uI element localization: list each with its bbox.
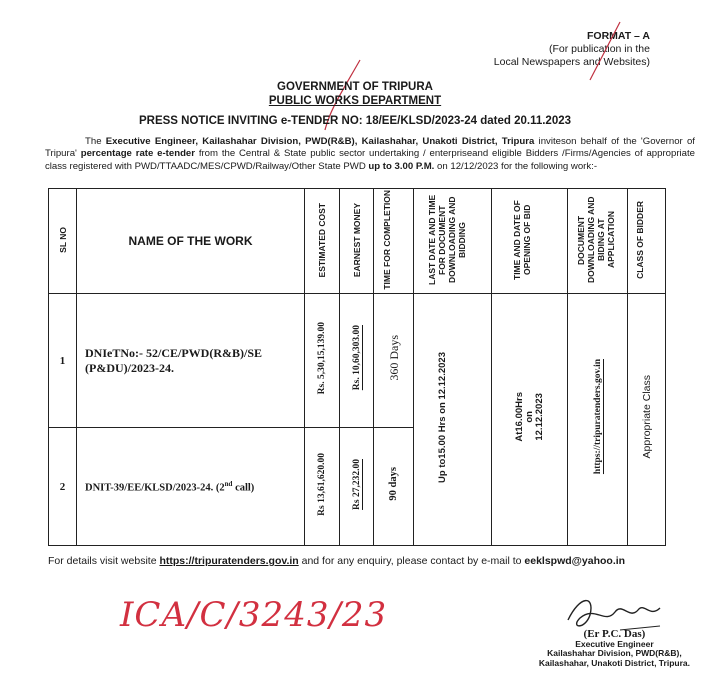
header-name: NAME OF THE WORK bbox=[77, 189, 305, 294]
intro-text-1: The bbox=[85, 136, 106, 147]
row1-cost-text: Rs. 5,30,15,139.00 bbox=[317, 321, 327, 395]
govt-heading bbox=[0, 80, 710, 108]
header-slno bbox=[49, 189, 77, 294]
format-line-2: Local Newspapers and Websites) bbox=[493, 56, 650, 68]
intro-bold-2: percentage rate e-tender bbox=[80, 148, 195, 160]
footer-text-1: For details visit website bbox=[48, 555, 160, 567]
row1-time-text: 360 Days bbox=[386, 335, 401, 381]
header-time bbox=[374, 189, 414, 294]
format-line-1: (For publication in the bbox=[549, 43, 650, 55]
govt-title: GOVERNMENT OF TRIPURA bbox=[277, 81, 433, 93]
footer-line bbox=[48, 555, 625, 567]
table-header-row bbox=[49, 189, 666, 294]
row2-earnest bbox=[340, 428, 374, 546]
signature-path bbox=[568, 601, 660, 626]
row1-sl: 1 bbox=[49, 294, 77, 428]
signatory-title: Executive Engineer bbox=[575, 638, 654, 649]
dept-title: PUBLIC WORKS DEPARTMENT bbox=[268, 95, 442, 107]
header-time-text: TIME FOR COMPLETION bbox=[381, 190, 392, 290]
footer-email[interactable]: eeklspwd@yahoo.in bbox=[524, 555, 626, 567]
tender-table bbox=[48, 188, 666, 546]
handwritten-reference: ICA/C/3243/23 bbox=[120, 595, 388, 635]
header-earnest bbox=[340, 189, 374, 294]
row2-name-main: DNIT-39/EE/KLSD/2023-24. (2 bbox=[85, 482, 225, 494]
opening-line-3: 12.12.2023 bbox=[533, 393, 545, 441]
merged-opening-text bbox=[515, 392, 545, 442]
opening-line-1: At16.00Hrs bbox=[513, 392, 525, 442]
merged-opening bbox=[492, 294, 568, 546]
row2-name-tail: call) bbox=[232, 482, 255, 494]
row1-name-text: DNIeTNo:- 52/CE/PWD(R&B)/SE (P&DU)/2023-24. bbox=[85, 345, 262, 375]
signatory-line-2: Kailashahar, Unakoti District, Tripura. bbox=[538, 657, 690, 668]
row1-earnest bbox=[340, 294, 374, 428]
row2-cost bbox=[305, 428, 340, 546]
signatory-name: (Er P.C. Das) bbox=[583, 628, 646, 640]
intro-text-3: from the Central & State public sector undertaking / enterpriseand eligible Bidders /Firms/Agencies of appropriate class registered with PWD/TTAADC/MES/CPWD/Railway/Other State PWD bbox=[45, 148, 696, 172]
merged-class bbox=[628, 294, 666, 546]
row2-cost-text: Rs 13,61,620.00 bbox=[317, 452, 327, 516]
header-slno-text: SL NO bbox=[57, 227, 68, 253]
row2-name-sup: nd bbox=[224, 479, 233, 488]
pen-stroke-top-right bbox=[590, 22, 620, 80]
row2-name bbox=[77, 428, 305, 546]
header-cost-text: ESTIMATED COST bbox=[317, 202, 327, 278]
row1-name bbox=[77, 294, 305, 428]
header-opening bbox=[492, 189, 568, 294]
merged-last-date-text: Up to15.00 Hrs on 12.12.2023 bbox=[436, 351, 448, 483]
intro-bold-3: up to 3.00 P.M. bbox=[368, 160, 435, 172]
press-notice-title: PRESS NOTICE INVITING e-TENDER NO: 18/EE/KLSD/2023-24 dated 20.11.2023 bbox=[138, 115, 572, 127]
header-cost bbox=[305, 189, 340, 294]
row2-time bbox=[374, 428, 414, 546]
header-class bbox=[628, 189, 666, 294]
footer-text-2: and for any enquiry, please contact by e-mail to bbox=[298, 555, 525, 567]
header-class-text: CLASS OF BIDDER bbox=[634, 201, 645, 279]
merged-document bbox=[568, 294, 628, 546]
opening-line-2: on bbox=[523, 411, 535, 423]
merged-last-date bbox=[414, 294, 492, 546]
row1-cost bbox=[305, 294, 340, 428]
header-document bbox=[568, 189, 628, 294]
intro-bold-1: Executive Engineer, Kailashahar Division, PWD(R&B), Kailashahar, Unakoti District, Tripura bbox=[105, 136, 535, 147]
intro-text-2: inviteson behalf of the 'Governor of Tripura' bbox=[45, 136, 695, 160]
table-row bbox=[49, 294, 666, 428]
signatory-line-1: Kailashahar Division, PWD(R&B), bbox=[547, 648, 682, 658]
row1-earnest-text: Rs. 10,60,303.00 bbox=[351, 325, 362, 391]
footer-website-link[interactable]: https://tripuratenders.gov.in bbox=[159, 555, 299, 567]
row2-sl: 2 bbox=[49, 428, 77, 546]
class-text: Appropriate Class bbox=[640, 375, 653, 459]
signature-block bbox=[539, 630, 690, 668]
format-title: FORMAT – A bbox=[587, 30, 650, 42]
intro-text-4: on 12/12/2023 for the following work:- bbox=[434, 160, 598, 172]
header-opening-text: TIME AND DATE OF OPENING OF BID bbox=[511, 200, 532, 280]
header-last-date-text: LAST DATE AND TIME FOR DOCUMENT DOWNLOADING AND BIDDING bbox=[426, 194, 467, 286]
row2-time-text: 90 days bbox=[387, 467, 399, 501]
row1-time bbox=[374, 294, 414, 428]
header-document-text: DOCUMENT DOWNLOADING AND BIDING AT APPLICATION bbox=[575, 196, 616, 284]
header-earnest-text: EARNEST MONEY bbox=[351, 202, 362, 278]
intro-paragraph bbox=[45, 136, 695, 173]
header-last-date bbox=[414, 189, 492, 294]
document-link[interactable]: https://tripuratenders.gov.in bbox=[592, 359, 603, 475]
row2-earnest-text: Rs 27,232.00 bbox=[351, 458, 362, 510]
